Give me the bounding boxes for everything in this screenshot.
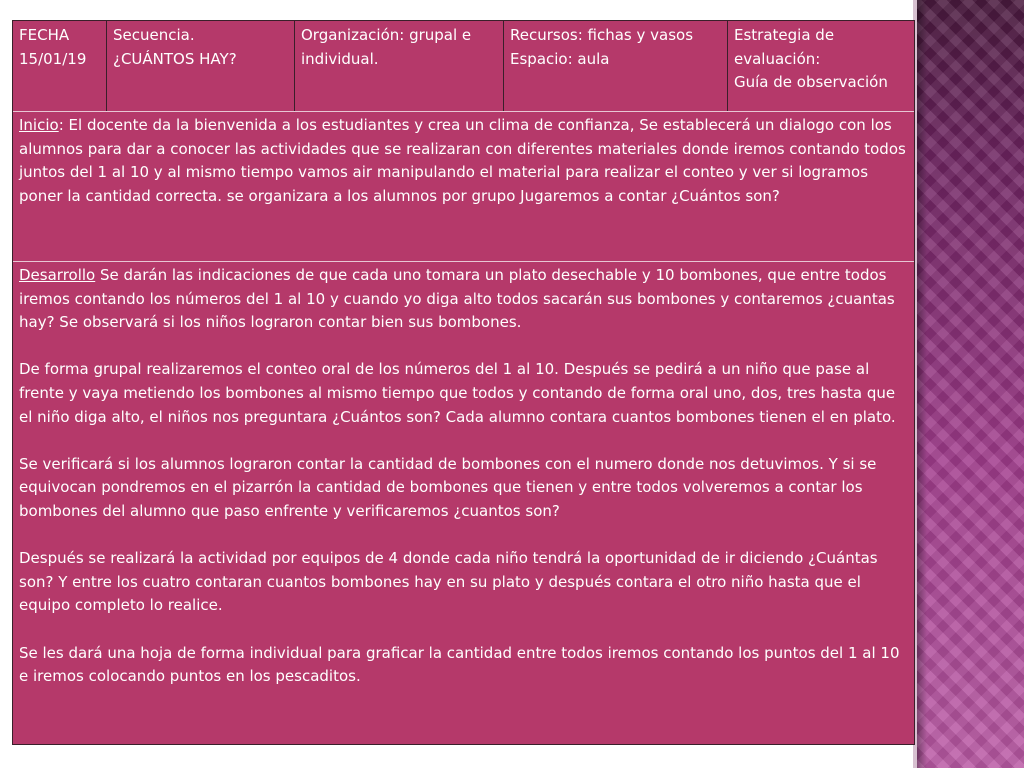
desarrollo-text-block bbox=[13, 262, 914, 691]
desarrollo-paragraph: De forma grupal realizaremos el conteo oral de los números del 1 al 10. Después se pedirá a un niño que pase al frente y vaya metiendo los bombones al mismo tiempo que todos y contando de forma oral uno, dos, tres hasta que el niño diga alto, el niños nos preguntara ¿Cuántos son? Cada alumno contara cuantos bombones tienen el en plato. bbox=[19, 360, 896, 426]
resources-cell: Recursos: fichas y vasos Espacio: aula bbox=[504, 21, 728, 111]
organization-cell: Organización: grupal e individual. bbox=[295, 21, 504, 111]
inicio-heading: Inicio bbox=[19, 116, 59, 134]
desarrollo-paragraph: Se les dará una hoja de forma individual para graficar la cantidad entre todos iremos contando los puntos del 1 al 10 e iremos colocando puntos en los pescaditos. bbox=[19, 643, 900, 686]
date-cell: FECHA 15/01/19 bbox=[13, 21, 107, 111]
inicio-row bbox=[13, 112, 914, 262]
sequence-cell: Secuencia. ¿CUÁNTOS HAY? bbox=[107, 21, 295, 111]
desarrollo-intro-text: Se darán las indicaciones de que cada uno tomara un plato desechable y 10 bombones, que entre todos iremos contando los números del 1 al 10 y cuando yo diga alto todos sacarán sus bombones y contaremos ¿cuantas hay? Se observará si los niños lograron contar bien sus bombones. bbox=[19, 266, 895, 332]
decorative-side-band bbox=[913, 0, 1024, 768]
desarrollo-row bbox=[13, 262, 914, 744]
desarrollo-intro-paragraph bbox=[19, 264, 908, 335]
desarrollo-paragraph: Se verificará si los alumnos lograron contar la cantidad de bombones con el numero donde nos detuvimos. Y si se equivocan pondremos en el pizarrón la cantidad de bombones que tienen y entre todos volveremos a contar los bombones del alumno que paso enfrente y verificaremos ¿cuantos son? bbox=[19, 454, 877, 520]
side-band-shadow bbox=[917, 0, 927, 768]
evaluation-strategy-cell: Estrategia de evaluación: Guía de observación bbox=[734, 26, 888, 92]
desarrollo-paragraph: Después se realizará la actividad por equipos de 4 donde cada niño tendrá la oportunidad de ir diciendo ¿Cuántas son? Y entre los cuatro contaran cuantos bombones hay en su plato y después contara el otro niño hasta que el equipo completo lo realice. bbox=[19, 549, 878, 615]
lesson-plan-table bbox=[12, 20, 915, 745]
inicio-text: : El docente da la bienvenida a los estudiantes y crea un clima de confianza, Se establecerá un dialogo con los alumnos para dar a conocer las actividades que se realizaran con diferentes materiales donde iremos contando todos juntos del 1 al 10 y al mismo tiempo vamos air manipulando el material para realizar el conteo y ver si logramos poner la cantidad correcta. se organizara a los alumnos por grupo Jugaremos a contar ¿Cuántos son? bbox=[19, 116, 906, 205]
desarrollo-heading: Desarrollo bbox=[19, 266, 96, 284]
inicio-text-block bbox=[13, 112, 914, 210]
header-row bbox=[13, 21, 914, 112]
